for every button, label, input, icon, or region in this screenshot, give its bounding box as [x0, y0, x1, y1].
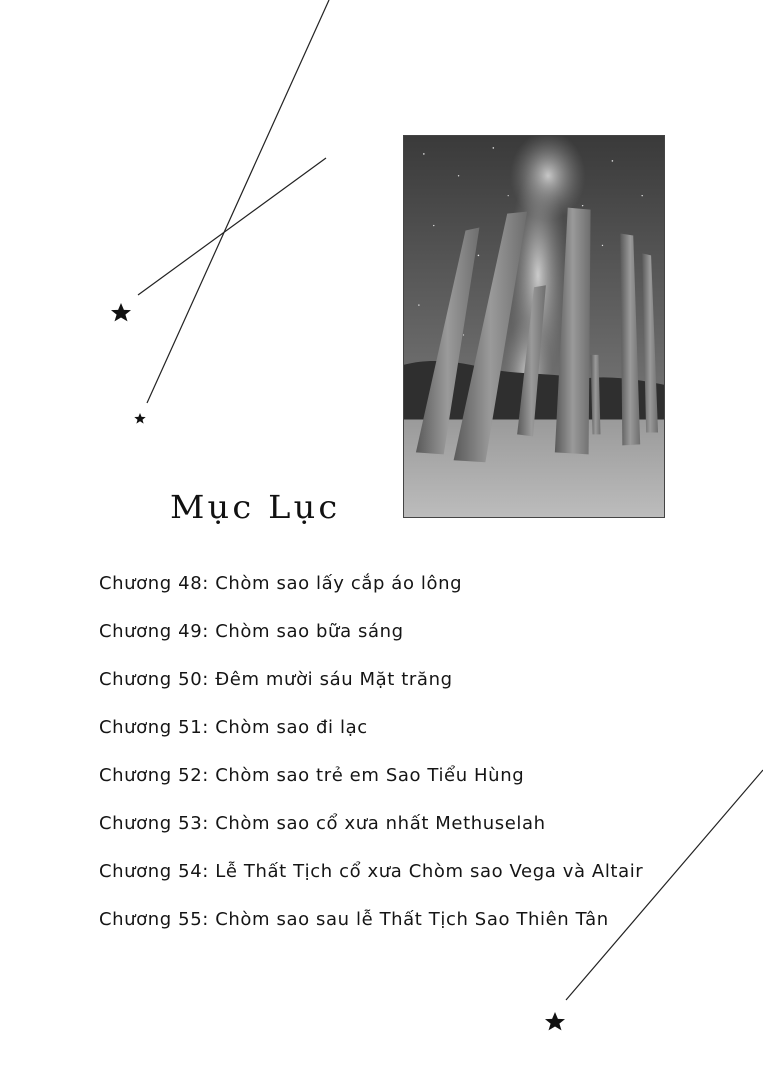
shooting-star-trail	[147, 0, 329, 403]
chapter-entry: Chương 54: Lễ Thất Tịch cổ xưa Chòm sao Vega và Altair	[99, 861, 644, 882]
shooting-star-trail	[138, 158, 326, 295]
table-of-contents	[99, 570, 643, 954]
page-title: Mục Lục	[170, 488, 341, 526]
chapter-entry: Chương 48: Chòm sao lấy cắp áo lông	[99, 573, 463, 594]
chapter-entry: Chương 50: Đêm mười sáu Mặt trăng	[99, 669, 453, 690]
chapter-entry: Chương 55: Chòm sao sau lễ Thất Tịch Sao Thiên Tân	[99, 909, 609, 930]
stone-pillars-photo	[403, 135, 665, 518]
chapter-entry: Chương 53: Chòm sao cổ xưa nhất Methuselah	[99, 813, 546, 834]
star-icon	[545, 1012, 565, 1030]
star-icon	[134, 413, 145, 424]
star-icon	[111, 303, 131, 321]
chapter-entry: Chương 52: Chòm sao trẻ em Sao Tiểu Hùng	[99, 765, 525, 786]
chapter-entry: Chương 49: Chòm sao bữa sáng	[99, 621, 404, 642]
chapter-entry: Chương 51: Chòm sao đi lạc	[99, 717, 368, 738]
